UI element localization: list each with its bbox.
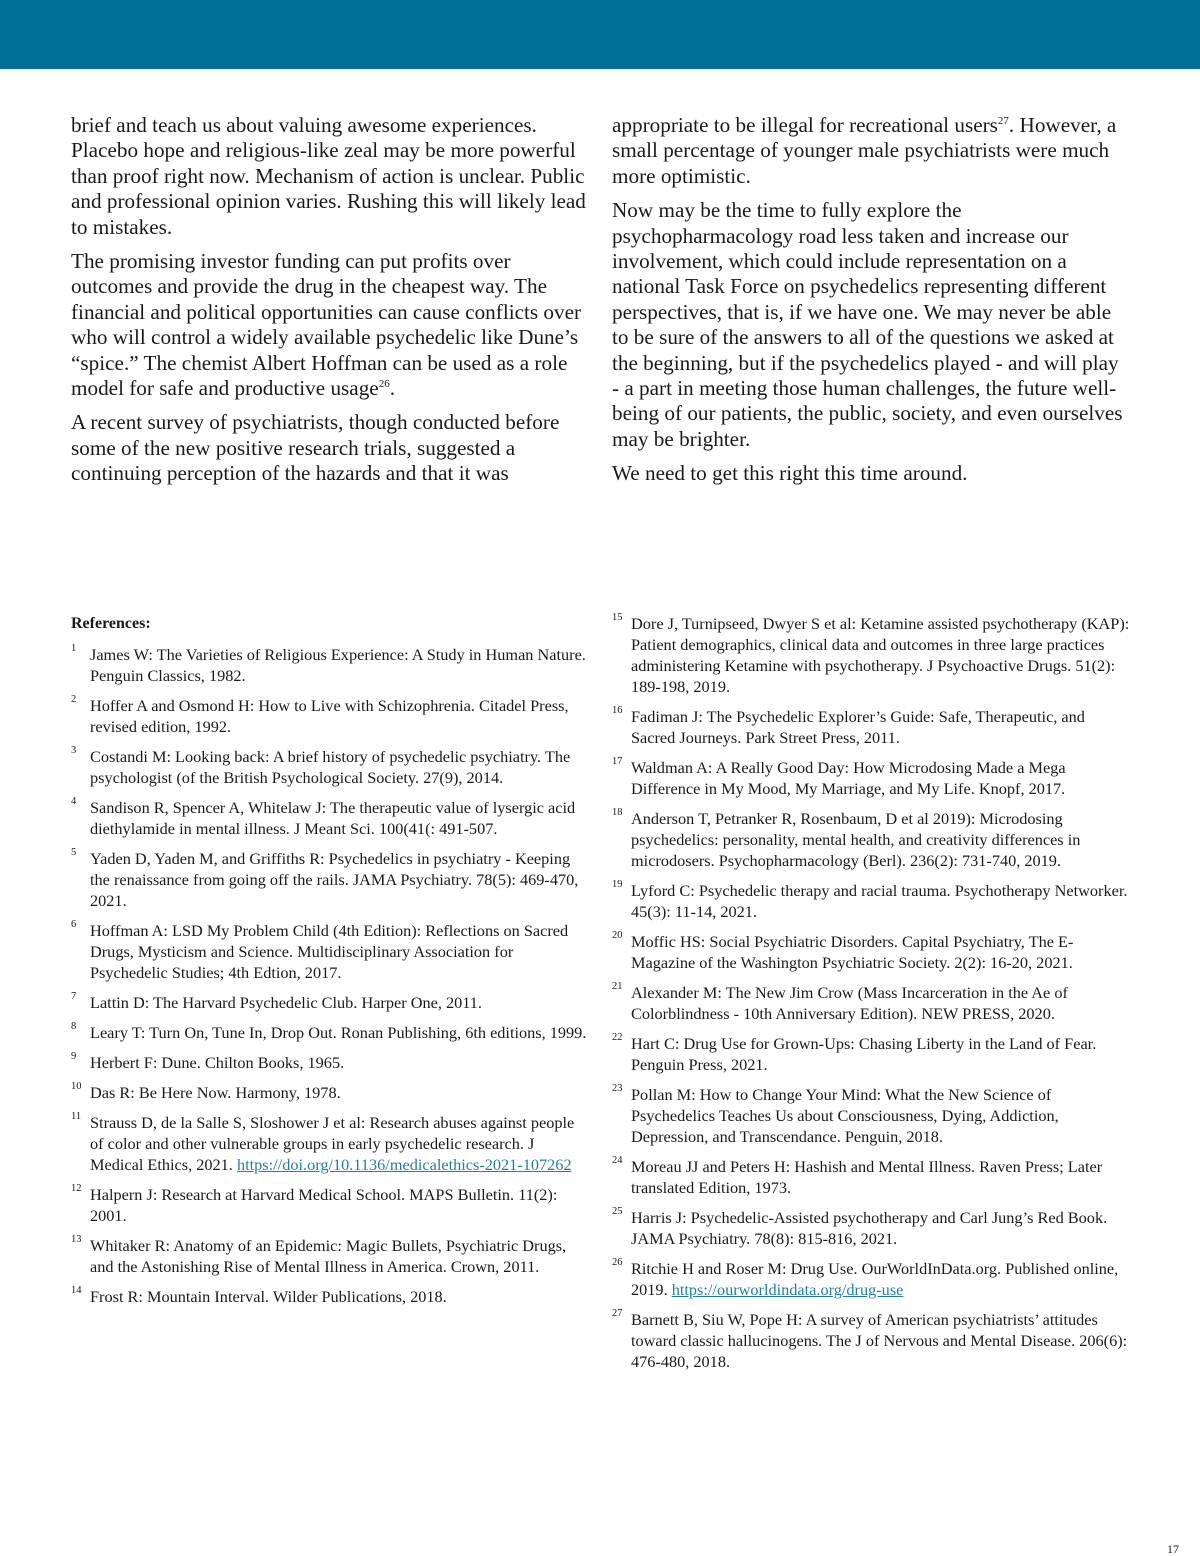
reference-number: 13 bbox=[71, 1234, 82, 1245]
reference-item bbox=[71, 644, 591, 686]
reference-item bbox=[612, 757, 1132, 799]
reference-item bbox=[612, 808, 1132, 871]
reference-number: 4 bbox=[71, 796, 77, 807]
reference-text: Moffic HS: Social Psychiatric Disorders. Capital Psychiatry, The E-Magazine of the Washington Psychiatric Society. 2(2): 16-20, 2021. bbox=[631, 932, 1074, 972]
reference-number: 12 bbox=[71, 1183, 82, 1194]
reference-text: Leary T: Turn On, Tune In, Drop Out. Ronan Publishing, 6th editions, 1999. bbox=[90, 1023, 587, 1042]
reference-number: 9 bbox=[71, 1051, 77, 1062]
reference-number: 22 bbox=[612, 1032, 623, 1043]
reference-text: Dore J, Turnipseed, Dwyer S et al: Ketamine assisted psychotherapy (KAP): Patient demographics, clinical data and outcomes in three large practices administering Ketamine with psychotherapy. J Psychoactive Drugs. 51(2): 189-198, 2019. bbox=[631, 614, 1130, 696]
reference-text: Hoffer A and Osmond H: How to Live with Schizophrenia. Citadel Press, revised edition, 1992. bbox=[90, 696, 569, 736]
body-paragraph: We need to get this right this time around. bbox=[612, 461, 968, 486]
reference-text: James W: The Varieties of Religious Experience: A Study in Human Nature. Penguin Classics, 1982. bbox=[90, 645, 586, 685]
reference-link[interactable]: https://ourworldindata.org/drug-use bbox=[671, 1280, 904, 1299]
reference-number: 26 bbox=[612, 1257, 623, 1268]
reference-number: 15 bbox=[612, 612, 623, 623]
body-text: . bbox=[389, 376, 395, 401]
reference-item bbox=[612, 1156, 1132, 1198]
reference-list bbox=[71, 644, 591, 1307]
reference-text: Whitaker R: Anatomy of an Epidemic: Magic Bullets, Psychiatric Drugs, and the Astonishing Rise of Mental Illness in America. Crown, 2011. bbox=[90, 1236, 567, 1276]
reference-item bbox=[71, 1112, 591, 1175]
reference-text: Strauss D, de la Salle S, Sloshower J et al: Research abuses against people of color and other vulnerable groups in early psychedelic research. J Medical Ethics, 2021. bbox=[90, 1113, 575, 1174]
reference-text: Moreau JJ and Peters H: Hashish and Mental Illness. Raven Press; Later translated Edition, 1973. bbox=[631, 1157, 1103, 1197]
reference-number: 24 bbox=[612, 1155, 623, 1166]
body-text: . However, a small percentage of younger male psychiatrists were much more optimistic. bbox=[612, 113, 1117, 188]
reference-item bbox=[612, 931, 1132, 973]
reference-item bbox=[71, 848, 591, 911]
reference-text: Ritchie H and Roser M: Drug Use. OurWorldInData.org. Published online, 2019. bbox=[631, 1259, 1119, 1299]
reference-item bbox=[612, 880, 1132, 922]
body-paragraph bbox=[71, 249, 587, 401]
reference-item bbox=[71, 1082, 591, 1103]
reference-text: Sandison R, Spencer A, Whitelaw J: The therapeutic value of lysergic acid diethylamide in mental illness. J Meant Sci. 100(41(: 491-507. bbox=[90, 798, 576, 838]
reference-number: 18 bbox=[612, 807, 623, 818]
reference-text: Harris J: Psychedelic-Assisted psychotherapy and Carl Jung’s Red Book. JAMA Psychiatry. 78(8): 815-816, 2021. bbox=[631, 1208, 1108, 1248]
reference-number: 2 bbox=[71, 694, 77, 705]
reference-text: Fadiman J: The Psychedelic Explorer’s Guide: Safe, Therapeutic, and Sacred Journeys. Park Street Press, 2011. bbox=[631, 707, 1085, 747]
reference-item bbox=[71, 1286, 591, 1307]
reference-item bbox=[612, 982, 1132, 1024]
reference-text: Lyford C: Psychedelic therapy and racial trauma. Psychotherapy Networker. 45(3): 11-14, 2021. bbox=[631, 881, 1128, 921]
body-paragraph: A recent survey of psychiatrists, though conducted before some of the new positive research trials, suggested a continuing perception of the hazards and that it was bbox=[71, 410, 560, 486]
reference-number: 3 bbox=[71, 745, 77, 756]
reference-list bbox=[612, 613, 1132, 1372]
reference-number: 20 bbox=[612, 930, 623, 941]
reference-number: 8 bbox=[71, 1021, 77, 1032]
reference-number: 16 bbox=[612, 705, 623, 716]
body-paragraph: brief and teach us about valuing awesome experiences. Placebo hope and religious-like zeal may be more powerful than proof right now. Mechanism of action is unclear. Public and professional opinion varies. Rushing this will likely lead to mistakes. bbox=[71, 113, 586, 239]
reference-item bbox=[71, 1022, 591, 1043]
reference-item bbox=[612, 1309, 1132, 1372]
header-band bbox=[0, 0, 1200, 69]
reference-text: Hoffman A: LSD My Problem Child (4th Edition): Reflections on Sacred Drugs, Mysticism and Science. Multidisciplinary Association for Psychedelic Studies; 4th Edtion, 2017. bbox=[90, 921, 569, 982]
body-text: appropriate to be illegal for recreational users bbox=[612, 113, 998, 137]
citation-superscript: 27 bbox=[997, 114, 1009, 127]
reference-item bbox=[71, 920, 591, 983]
citation-superscript: 26 bbox=[378, 378, 390, 390]
reference-number: 21 bbox=[612, 981, 623, 992]
reference-text: Frost R: Mountain Interval. Wilder Publications, 2018. bbox=[90, 1287, 447, 1306]
reference-text: Das R: Be Here Now. Harmony, 1978. bbox=[90, 1083, 341, 1102]
reference-text: Hart C: Drug Use for Grown-Ups: Chasing Liberty in the Land of Fear. Penguin Press, 2021. bbox=[631, 1034, 1097, 1074]
reference-number: 7 bbox=[71, 991, 77, 1002]
reference-item bbox=[71, 992, 591, 1013]
reference-item bbox=[71, 746, 591, 788]
references-column-right bbox=[612, 613, 1132, 1381]
reference-item bbox=[71, 695, 591, 737]
reference-number: 17 bbox=[612, 756, 623, 767]
reference-item bbox=[71, 797, 591, 839]
reference-number: 23 bbox=[612, 1083, 623, 1094]
body-text: The promising investor funding can put profits over outcomes and provide the drug in the cheapest way. The financial and political opportunities can cause conflicts over who will control a widely available psychedelic like Dune’s “spice.” The chemist Albert Hoffman can be used as a role model for safe and productive usage bbox=[71, 249, 582, 401]
references-column-left bbox=[71, 613, 591, 1316]
reference-text: Alexander M: The New Jim Crow (Mass Incarceration in the Ae of Colorblindness - 10th Anniversary Edition). NEW PRESS, 2020. bbox=[631, 983, 1068, 1023]
body-column-right bbox=[612, 113, 1128, 496]
reference-text: Anderson T, Petranker R, Rosenbaum, D et al 2019): Microdosing psychedelics: personality, mental health, and creativity differences in microdosers. Psychopharmacology (Berl). 236(2): 731-740, 2019. bbox=[631, 809, 1081, 870]
reference-item bbox=[612, 613, 1132, 697]
reference-number: 27 bbox=[612, 1308, 623, 1319]
reference-text: Costandi M: Looking back: A brief history of psychedelic psychiatry. The psychologist (of the British Psychological Society. 27(9), 2014. bbox=[90, 747, 571, 787]
reference-item bbox=[71, 1235, 591, 1277]
reference-item bbox=[612, 706, 1132, 748]
reference-number: 10 bbox=[71, 1081, 82, 1092]
body-paragraph bbox=[612, 113, 1128, 189]
reference-number: 11 bbox=[71, 1111, 82, 1122]
reference-number: 6 bbox=[71, 919, 77, 930]
reference-item bbox=[612, 1207, 1132, 1249]
reference-item bbox=[612, 1084, 1132, 1147]
reference-link[interactable]: https://doi.org/10.1136/medicalethics-2021-107262 bbox=[236, 1155, 572, 1174]
reference-number: 1 bbox=[71, 643, 77, 654]
reference-text: Barnett B, Siu W, Pope H: A survey of American psychiatrists’ attitudes toward classic hallucinogens. The J of Nervous and Mental Disease. 206(6): 476-480, 2018. bbox=[631, 1310, 1128, 1371]
references-heading: References: bbox=[71, 615, 151, 632]
reference-item bbox=[612, 1033, 1132, 1075]
reference-number: 19 bbox=[612, 879, 623, 890]
reference-item bbox=[71, 1184, 591, 1226]
page-number: 17 bbox=[1167, 1542, 1179, 1556]
reference-text: Lattin D: The Harvard Psychedelic Club. Harper One, 2011. bbox=[90, 993, 482, 1012]
reference-text: Yaden D, Yaden M, and Griffiths R: Psychedelics in psychiatry - Keeping the renaissance from going off the rails. JAMA Psychiatry. 78(5): 469-470, 2021. bbox=[90, 849, 579, 910]
reference-number: 5 bbox=[71, 847, 77, 858]
reference-text: Herbert F: Dune. Chilton Books, 1965. bbox=[90, 1053, 345, 1072]
reference-number: 25 bbox=[612, 1206, 623, 1217]
reference-text: Pollan M: How to Change Your Mind: What the New Science of Psychedelics Teaches Us about Consciousness, Dying, Addiction, Depression, and Transcendance. Penguin, 2018. bbox=[631, 1085, 1059, 1146]
reference-item bbox=[612, 1258, 1132, 1300]
reference-number: 14 bbox=[71, 1285, 82, 1296]
reference-text: Waldman A: A Really Good Day: How Microdosing Made a Mega Difference in My Mood, My Marriage, and My Life. Knopf, 2017. bbox=[631, 758, 1066, 798]
body-paragraph: Now may be the time to fully explore the psychopharmacology road less taken and increase our involvement, which could include representation on a national Task Force on psychedelics representing different perspectives, that is, if we have one. We may never be able to be sure of the answers to all of the questions we asked at the beginning, but if the psychedelics played - and will play - a part in meeting those human challenges, the future well-being of our patients, the public, society, and even ourselves may be brighter. bbox=[612, 198, 1123, 451]
reference-item bbox=[71, 1052, 591, 1073]
body-column-left bbox=[71, 113, 587, 496]
reference-text: Halpern J: Research at Harvard Medical School. MAPS Bulletin. 11(2): 2001. bbox=[90, 1185, 558, 1225]
